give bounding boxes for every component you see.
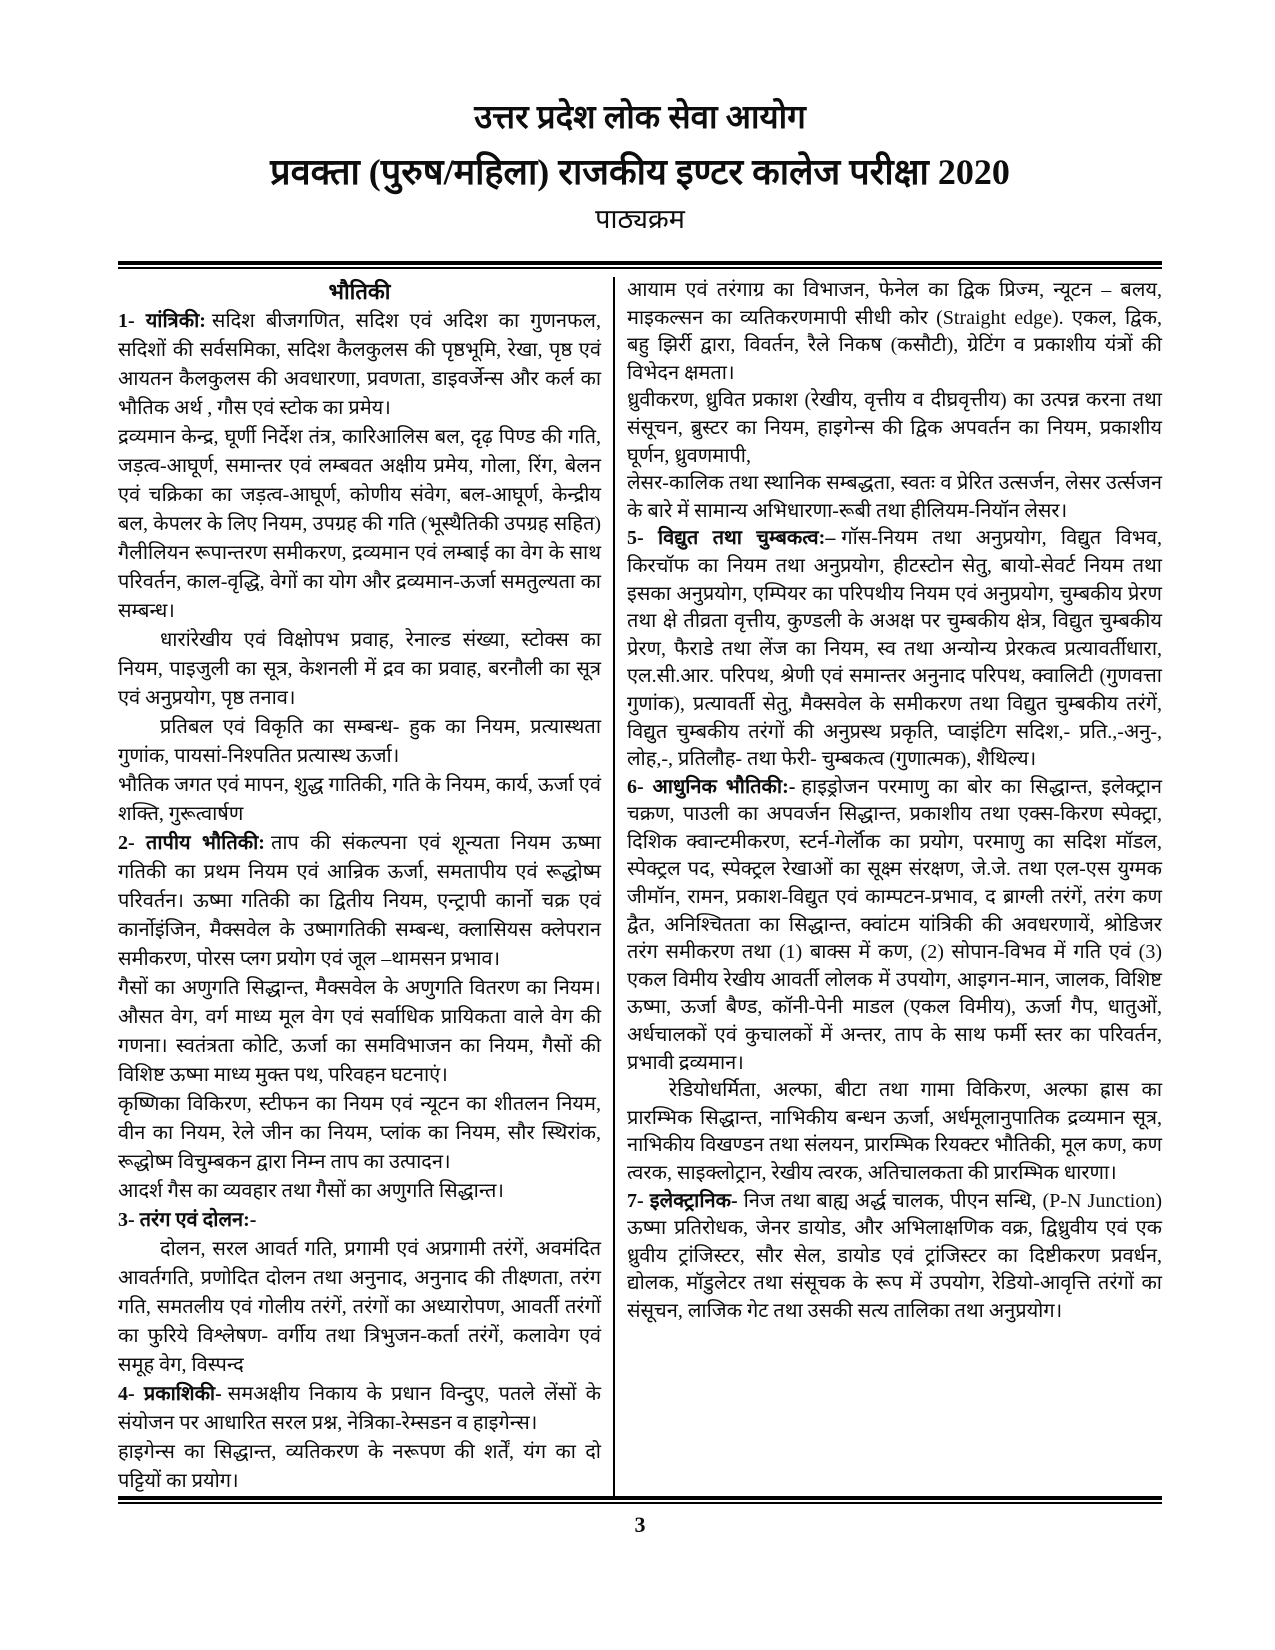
section-3-label: 3- तरंग एवं दोलन:-: [118, 1209, 257, 1232]
commission-title: उत्तर प्रदेश लोक सेवा आयोग: [474, 100, 806, 136]
bottom-rule: [118, 1496, 1162, 1504]
section-1-mechanics: [118, 307, 601, 423]
para-text: हाइगेन्स का सिद्धान्त, व्यतिकरण के नरूपण की शर्तें, यंग का दो पट्टियों का प्रयोग।: [118, 1441, 601, 1493]
section-2-thermal-physics: [118, 829, 601, 974]
section-6-label: 6- आधुनिक भौतिकी:-: [627, 775, 796, 798]
para-radioactivity: [627, 1077, 1162, 1187]
section-5-label: 5- विद्युत तथा चुम्बकत्व:–: [627, 527, 836, 550]
para-blackbody-radiation: [118, 1090, 601, 1177]
para-text: भौतिक जगत एवं मापन, शुद्ध गातिकी, गति के नियम, कार्य, ऊर्जा एवं शक्ति, गुरूत्वार्षण: [118, 774, 601, 826]
para-fluid-flow: [118, 626, 601, 713]
para-laser: [627, 470, 1162, 525]
section-4-label: 4- प्रकाशिकी-: [118, 1383, 222, 1406]
para-text: आदर्श गैस का व्यवहार तथा गैसों का अणुगति सिद्धान्त।: [118, 1180, 504, 1203]
para-text: रेडियोधर्मिता, अल्फा, बीटा तथा गामा विकिरण, अल्फा ह्रास का प्रारम्भिक सिद्धान्त, नाभिकीय बन्धन ऊर्जा, अर्धमूलानुपातिक द्रव्यमान सूत्र, नाभिकीय विखण्डन तथा संलयन, प्रारम्भिक रियक्टर भौतिकी, मूल कण, कण त्वरक, साइक्लोट्रान, रेखीय त्वरक, अतिचालकता की प्रारम्भिक धारणा।: [627, 1079, 1162, 1185]
para-text: दोलन, सरल आवर्त गति, प्रगामी एवं अप्रगामी तरंगें, अवमंदित आवर्तगति, प्रणोदित दोलन तथा अनुनाद, अनुनाद की तीक्ष्णता, तरंग गति, समतलीय एवं गोलीय तरंगें, तरंगों का अध्यारोपण, आवर्ती तरंगों का फुरिये विश्लेषण- वर्गीय तथा त्रिभुजन-कर्ता तरंगें, कलावेग एवं समूह वेग, विस्पन्द: [118, 1238, 601, 1377]
section-1-label: 1- यांत्रिकी:: [118, 310, 206, 333]
column-divider: [613, 277, 615, 1496]
para-ideal-gas: [118, 1177, 601, 1206]
section-4-optics: [118, 1380, 601, 1438]
para-text: प्रतिबल एवं विकृति का सम्बन्ध- हुक का नियम, प्रत्यास्थता गुणांक, पायसां-निश्पतित प्रत्यास्थ ऊर्जा।: [118, 716, 601, 768]
section-3-waves-heading: [118, 1206, 601, 1235]
para-text: ध्रुवीकरण, ध्रुवित प्रकाश (रेखीय, वृत्तीय व दीघ्रवृत्तीय) का उत्पन्न करना तथा संसूचन, ब्रुस्टर का नियम, हाइगेन्स की द्विक अपवर्तन का नियम, प्रकाशीय घूर्णन, ध्रुवणमापी,: [627, 389, 1162, 467]
para-text: गैसों का अणुगति सिद्धान्त, मैक्सवेल के अणुगति वितरण का नियम। औसत वेग, वर्ग माध्य मूल वेग एवं सर्वाधिक प्रायिकता वाले वेग की गणना। स्वतंत्रता कोटि, ऊर्जा का समविभाजन का नियम, गैसों की विशिष्ट ऊष्मा माध्य मुक्त पथ, परिवहन घटनाएं।: [118, 977, 601, 1087]
page-header: [118, 100, 1162, 235]
para-text: आयाम एवं तरंगाग्र का विभाजन, फेनेल का द्विक प्रिज्म, न्यूटन – बलय, माइकल्सन का व्यतिकरणमापी सीधी कोर (Straight edge). एकल, द्विक, बहु झिर्री द्वारा, विवर्तन, रैले निकष (कसौटी), ग्रेटिंग व प्रकाशीय यंत्रों की विभेदन क्षमता।: [627, 279, 1162, 384]
section-2-label: 2- तापीय भौतिकी:: [118, 832, 265, 855]
para-text: लेसर-कालिक तथा स्थानिक सम्बद्धता, स्वतः व प्रेरित उत्सर्जन, लेसर उर्त्सजन के बारे में सामान्य अभिधारणा-रूबी तथा हीलियम-नियॉन लेसर।: [627, 472, 1162, 522]
section-5-text: गॉस-नियम तथा अनुप्रयोग, विद्युत विभव, किरचॉफ का नियम तथा अनुप्रयोग, हीटस्टोन सेतु, बायो-सेवर्ट नियम तथा इसका अनुप्रयोग, एम्पियर का परिपथीय नियम एवं अनुप्रयोग, चुम्बकीय प्रेरण तथा क्षे तीव्रता वृत्तीय, कुण्डली के अअक्ष पर चुम्बकीय क्षेत्र, विद्युत चुम्बकीय प्रेरण, फैराडे तथा लेंज का नियम, स्व तथा अन्योन्य प्रेरकत्व प्रत्यावर्तीधारा, एल.सी.आर. परिपथ, श्रेणी एवं समान्तर अनुनाद परिपथ, क्वालिटी (गुणवत्ता गुणांक), प्रत्यावर्ती सेतु, मैक्सवेल के समीकरण तथा विद्युत चुम्बकीय तरंगें, विद्युत चुम्बकीय तरंगों की अनुप्रस्थ प्रकृति, प्वाइंटिग सदिश,- प्रति.,-अनु-, लोह,-, प्रतिलौह- तथा फेरी- चुम्बकत्व (गुणात्मक), शैथिल्य।: [627, 527, 1162, 771]
section-7-electronics: [627, 1188, 1162, 1326]
top-rule: [118, 261, 1162, 269]
para-text: द्रव्यमान केन्द्र, घूर्णी निर्देश तंत्र, कारिआलिस बल, दृढ़ पिण्ड की गति, जड़त्व-आघूर्ण, समान्तर एवं लम्बवत अक्षीय प्रमेय, गोला, रिंग, बेलन एवं चक्रिका का जड़त्व-आघूर्ण, कोणीय संवेग, बल-आघूर्ण, केन्द्रीय बल, केपलर के लिए नियम, उपग्रह की गति (भूस्थैतिकी उपग्रह सहित) गैलीलियन रूपान्तरण समीकरण, द्रव्यमान एवं लम्बाई का वेग के साथ परिवर्तन, काल-वृद्धि, वेगों का योग और द्रव्यमान-ऊर्जा समतुल्यता का सम्बन्ध।: [118, 426, 601, 623]
section-4-text: समअक्षीय निकाय के प्रधान विन्दुए, पतले लेंसों के संयोजन पर आधारित सरल प्रश्न, नेत्रिका-रेम्सडन व हाइगेन्स।: [118, 1383, 601, 1435]
para-polarization: [627, 387, 1162, 470]
para-diffraction: [627, 277, 1162, 387]
subject-heading-physics: भौतिकी: [328, 279, 391, 305]
exam-title: प्रवक्ता (पुरुष/महिला) राजकीय इण्टर कालेज परीक्षा 2020: [270, 151, 1010, 192]
left-column: [118, 277, 601, 1496]
section-6-text: हाइड्रोजन परमाणु का बोर का सिद्धान्त, इलेक्ट्रान चक्रण, पाउली का अपवर्जन सिद्धान्त, प्रकाशीय तथा एक्स-किरण स्पेक्ट्रा, दिशिक क्वान्टमीकरण, स्टर्न-गेर्लॉक का प्रयोग, परमाणु का सदिश मॉडल, स्पेक्ट्रल पद, स्पेक्ट्रल रेखाओं का सूक्ष्म संरक्षण, जे.जे. तथा एल-एस युग्मक जीमॉन, रामन, प्रकाश-विद्युत एवं काम्पटन-प्रभाव, द ब्राग्ली तरंगें, तरंग कण द्वैत, अनिश्चितता का सिद्धान्त, क्वांटम यांत्रिकी की अवधरणायें, श्रोडिजर तरंग समीकरण तथा (1) बाक्स में कण, (2) सोपान-विभव में गति एवं (3) एकल विमीय रेखीय आवर्ती लोलक में उपयोग, आइगन-मान, जालक, विशिष्ट ऊष्मा, ऊर्जा बैण्ड, कॉनी-पेनी माडल (एकल विमीय), ऊर्जा गैप, धातुओं, अर्धचालकों एवं कुचालकों में अन्तर, ताप के साथ फर्मी स्तर का परिवर्तन, प्रभावी द्रव्यमान।: [627, 775, 1162, 1074]
section-5-electricity-magnetism: [627, 525, 1162, 773]
para-elasticity: [118, 713, 601, 771]
section-7-label: 7- इलेक्ट्रानिक-: [627, 1189, 738, 1212]
para-kinetic-theory: [118, 974, 601, 1090]
para-text: कृष्णिका विकिरण, स्टीफन का नियम एवं न्यूटन का शीतलन नियम, वीन का नियम, रेले जीन का नियम, प्लांक का नियम, सौर स्थिरांक, रूद्धोष्म विचुम्बकन द्वारा निम्न ताप का उत्पादन।: [118, 1093, 601, 1174]
para-rotational-dynamics: [118, 423, 601, 626]
section-1-text: सदिश बीजगणित, सदिश एवं अदिश का गुणनफल, सदिशों की सर्वसमिका, सदिश कैलकुलस की पृष्ठभूमि, रेखा, पृष्ठ एवं आयतन कैलकुलस की अवधारणा, प्रवणता, डाइवर्जेन्स और कर्ल का भौतिक अर्थ , गौस एवं स्टोक का प्रमेय।: [118, 310, 601, 420]
para-physical-world: [118, 771, 601, 829]
section-7-text: निज तथा बाह्य अर्द्ध चालक, पीएन सन्धि, (P-N Junction) ऊष्मा प्रतिरोधक, जेनर डायोड, और अभिलाक्षणिक वक्र, द्विध्रुवीय एवं एक ध्रुवीय ट्रांजिस्टर, सौर सेल, डायोड एवं ट्रांजिस्टर का दिष्टीकरण प्रवर्धन, द्योलक, मॉडुलेटर तथा संसूचक के रूप में उपयोग, रेडियो-आवृत्ति तरंगों का संसूचन, लाजिक गेट तथा उसकी सत्य तालिका तथा अनुप्रयोग।: [627, 1189, 1162, 1322]
syllabus-label: पाठ्यक्रम: [595, 204, 685, 235]
para-text: धारांरेखीय एवं विक्षोपभ प्रवाह, रेनाल्ड संख्या, स्टोक्स का नियम, पाइजुली का सूत्र, केशनली में द्रव का प्रवाह, बरनौली का सूत्र एवं अनुप्रयोग, पृष्ठ तनाव।: [118, 629, 601, 710]
right-column: [627, 277, 1162, 1496]
section-6-modern-physics: [627, 774, 1162, 1078]
two-column-body: [118, 277, 1162, 1496]
para-oscillations: [118, 1235, 601, 1380]
section-2-text: ताप की संकल्पना एवं शून्यता नियम ऊष्मा गतिकी का प्रथम नियम एवं आन्रिक ऊर्जा, समतापीय एवं रूद्धोष्म परिवर्तन। ऊष्मा गतिकी का द्वितीय नियम, एन्ट्रापी कार्नो चक्र एवं कार्नोइंजिन, मैक्सवेल के उष्मागतिकी सम्बन्ध, क्लासियस क्लेपरान समीकरण, पोरस प्लग प्रयोग एवं जूल –थामसन प्रभाव।: [118, 832, 601, 971]
page-number: 3: [634, 1512, 646, 1538]
para-huygens-interference: [118, 1438, 601, 1496]
